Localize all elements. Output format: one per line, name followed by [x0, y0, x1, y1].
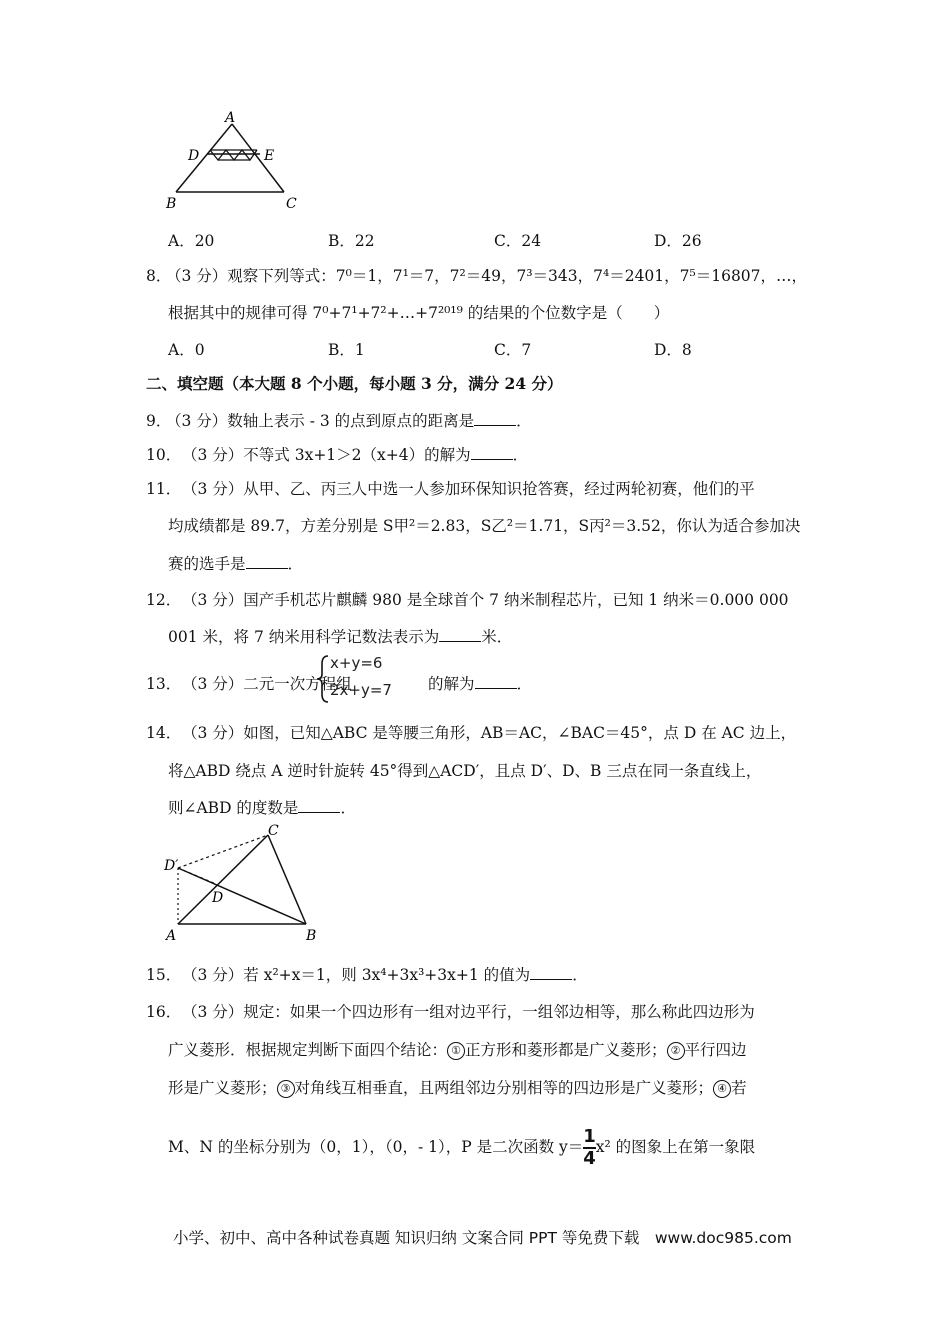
q7-option-c: C．24 — [494, 232, 542, 250]
q11-line1: （3 分）从甲、乙、丙三人中选一人参加环保知识抢答赛，经过两轮初赛，他们的平 — [182, 480, 755, 498]
q16-number: 16． — [146, 1003, 182, 1021]
q16-circled-2: ② — [667, 1042, 685, 1060]
q7-label-e: E — [264, 148, 275, 164]
q13-after: 的解为 — [428, 675, 475, 693]
q7-label-d: D — [188, 148, 200, 164]
q16-line4 — [168, 1128, 755, 1168]
q16-circled-4: ④ — [713, 1080, 731, 1098]
q14-label-c: C — [268, 823, 279, 839]
q14-line1: （3 分）如图，已知△ABC 是等腰三角形，AB＝AC，∠BAC＝45°，点 D 在 AC 边上， — [182, 724, 797, 742]
q7-label-c: C — [286, 196, 297, 212]
q16-line3 — [168, 1076, 747, 1098]
q11-line3: 赛的选手是 — [168, 555, 246, 573]
q7-label-a: A — [225, 110, 236, 126]
q12-line1: （3 分）国产手机芯片麒麟 980 是全球首个 7 纳米制程芯片，已知 1 纳米＝0.000 000 — [182, 591, 789, 609]
q10-number: 10． — [146, 446, 182, 464]
q13-eq2: 2x+y=7 — [330, 681, 392, 699]
page-footer: 小学、初中、高中各种试卷真题 知识归纳 文案合同 PPT 等免费下载 www.doc985.com — [173, 1229, 792, 1247]
q14-end: ． — [340, 799, 356, 817]
q11-line2: 均成绩都是 89.7，方差分别是 S甲²＝2.83，S乙²＝1.71，S丙²＝3.52，你认为适合参加决 — [168, 517, 801, 535]
q13-answer-blank[interactable] — [475, 674, 517, 689]
q14-label-b: B — [306, 928, 317, 944]
q16-line2b: 正方形和菱形都是广义菱形； — [465, 1041, 667, 1059]
section-heading: 二、填空题（本大题 8 个小题，每小题 3 分，满分 24 分） — [146, 374, 563, 393]
q16-circled-3: ③ — [277, 1080, 295, 1098]
q9-end: ． — [516, 412, 532, 430]
q10-text: （3 分）不等式 3x+1＞2（x+4）的解为 — [182, 446, 471, 464]
q9-number: 9． — [146, 412, 172, 430]
q15-number: 15． — [146, 966, 182, 984]
q16-line3c: 若 — [731, 1079, 747, 1097]
q8-line2: 根据其中的规律可得 7⁰+7¹+7²+…+7²⁰¹⁹ 的结果的个位数字是（ ） — [168, 304, 670, 322]
q14-answer-blank[interactable] — [298, 798, 340, 813]
q7-option-d: D．26 — [654, 232, 702, 250]
q14-label-d: D — [212, 890, 224, 906]
q15-text: （3 分）若 x²+x＝1，则 3x⁴+3x³+3x+1 的值为 — [182, 966, 531, 984]
q7-triangle-figure — [160, 108, 310, 213]
q14-number: 14． — [146, 724, 182, 742]
q16-frac-num: 1 — [583, 1126, 596, 1147]
q12-answer-blank[interactable] — [439, 627, 481, 642]
q9-answer-blank[interactable] — [474, 411, 516, 426]
q14-rotation-figure — [160, 820, 330, 945]
q10-end: ． — [512, 446, 529, 464]
q16-circled-1: ① — [447, 1042, 465, 1060]
q16-frac-den: 4 — [583, 1148, 596, 1169]
q16-line3a: 形是广义菱形； — [168, 1079, 277, 1097]
q7-option-b: B．22 — [328, 232, 375, 250]
q10-answer-blank[interactable] — [471, 445, 513, 460]
q14-label-dprime: D′ — [164, 858, 179, 874]
q13-number: 13． — [146, 675, 182, 693]
q16-line2 — [168, 1038, 747, 1060]
q16-line1: （3 分）规定：如果一个四边形有一组对边平行，一组邻边相等，那么称此四边形为 — [182, 1003, 755, 1021]
q8-score: （3 分） — [166, 267, 228, 285]
q15-answer-blank[interactable] — [530, 965, 572, 980]
q14-label-a: A — [166, 928, 177, 944]
q16-fraction — [583, 1128, 596, 1168]
q8-line1: 观察下列等式：7⁰＝1，7¹＝7，7²＝49，7³＝343，7⁴＝2401，7⁵＝16807，…， — [227, 267, 808, 285]
q8-option-c: C．7 — [494, 341, 532, 359]
q13-brace-icon — [316, 654, 330, 704]
q11-number: 11． — [146, 480, 182, 498]
q13-end: ． — [516, 675, 533, 693]
q8-number: 8． — [146, 267, 172, 285]
q14-line2: 将△ABD 绕点 A 逆时针旋转 45°得到△ACD′，且点 D′、D、B 三点在同一条直线上， — [168, 762, 762, 780]
q16-line4a: M、N 的坐标分别为（0，1），（0，- 1），P 是二次函数 y＝ — [168, 1138, 584, 1156]
q13-text: （3 分）二元一次方程组 — [182, 675, 352, 693]
q16-line2c: 平行四边 — [684, 1041, 747, 1059]
q7-label-b: B — [166, 196, 177, 212]
q9-text: （3 分）数轴上表示 - 3 的点到原点的距离是 — [166, 412, 475, 430]
q8-option-a: A．0 — [168, 341, 205, 359]
q16-line4b: x² 的图象上在第一象限 — [595, 1138, 756, 1156]
q15-end: ． — [572, 966, 588, 984]
q16-line3b: 对角线互相垂直，且两组邻边分别相等的四边形是广义菱形； — [294, 1079, 714, 1097]
q11-end: ． — [287, 555, 304, 573]
q13-equation-system — [316, 654, 431, 704]
q12-number: 12． — [146, 591, 182, 609]
q8-option-d: D．8 — [654, 341, 692, 359]
q13-eq1: x+y=6 — [330, 654, 383, 672]
q14-line3: 则∠ABD 的度数是 — [168, 799, 299, 817]
q16-line2a: 广义菱形．根据规定判断下面四个结论： — [168, 1041, 448, 1059]
q7-option-a: A．20 — [168, 232, 215, 250]
q8-option-b: B．1 — [328, 341, 365, 359]
q12-end: 米． — [481, 628, 513, 646]
q11-answer-blank[interactable] — [246, 554, 288, 569]
q12-line2: 001 米，将 7 纳米用科学记数法表示为 — [168, 628, 440, 646]
